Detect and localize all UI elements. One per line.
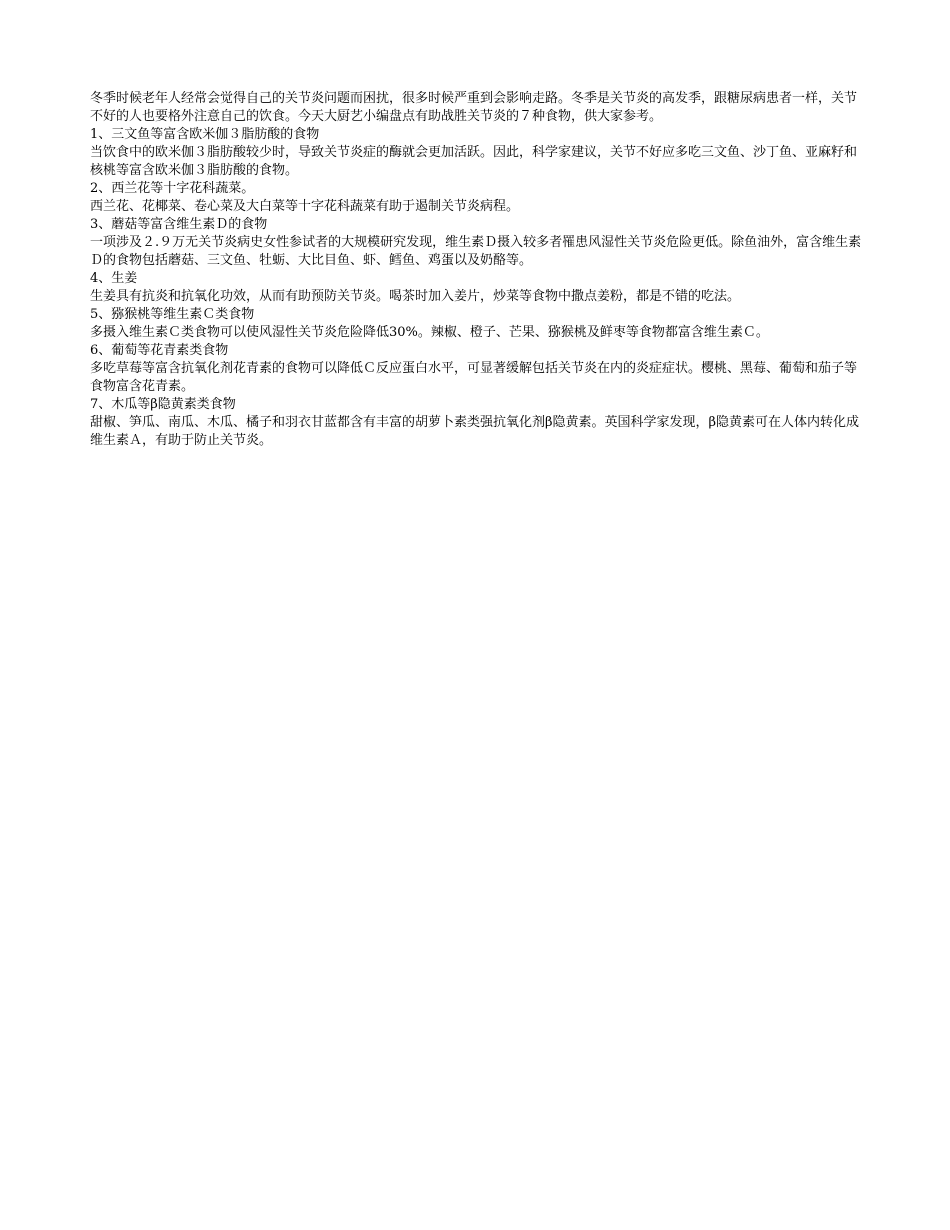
section-body-1: 当饮食中的欧米伽３脂肪酸较少时，导致关节炎症的酶就会更加活跃。因此，科学家建议，关节不好应多吃三文鱼、沙丁鱼、亚麻籽和核桃等富含欧米伽３脂肪酸的食物。 — [90, 145, 858, 178]
section-heading-3: 3、蘑菇等富含维生素Ｄ的食物 — [90, 217, 268, 232]
section-body-4: 生姜具有抗炎和抗氧化功效，从而有助预防关节炎。喝茶时加入姜片，炒菜等食物中撒点姜粉，都是不错的吃法。 — [90, 289, 741, 304]
intro-paragraph: 冬季时候老年人经常会觉得自己的关节炎问题而困扰，很多时候严重到会影响走路。冬季是关节炎的高发季，跟糖尿病患者一样，关节不好的人也要格外注意自己的饮食。今天大厨艺小编盘点有助战胜关节炎的７种食物，供大家参考。 — [90, 91, 858, 124]
section-body-7: 甜椒、笋瓜、南瓜、木瓜、橘子和羽衣甘蓝都含有丰富的胡萝卜素类强抗氧化剂β隐黄素。英国科学家发现，β隐黄素可在人体内转化成维生素Ａ，有助于防止关节炎。 — [90, 415, 860, 448]
section-heading-7: 7、木瓜等β隐黄素类食物 — [90, 397, 236, 412]
section-heading-1: 1、三文鱼等富含欧米伽３脂肪酸的食物 — [90, 127, 320, 142]
document-page — [90, 90, 862, 450]
section-body-2: 西兰花、花椰菜、卷心菜及大白菜等十字花科蔬菜有助于遏制关节炎病程。 — [90, 199, 520, 214]
section-heading-5: 5、猕猴桃等维生素Ｃ类食物 — [90, 307, 255, 322]
section-heading-6: 6、葡萄等花青素类食物 — [90, 343, 229, 358]
section-body-3: 一项涉及２.９万无关节炎病史女性参试者的大规模研究发现，维生素Ｄ摄入较多者罹患风湿性关节炎危险更低。除鱼油外，富含维生素Ｄ的食物包括蘑菇、三文鱼、牡蛎、大比目鱼、虾、鳕鱼、鸡蛋以及奶酪等。 — [90, 235, 862, 268]
section-heading-2: 2、西兰花等十字花科蔬菜。 — [90, 181, 255, 196]
section-heading-4: 4、生姜 — [90, 271, 138, 286]
section-body-6: 多吃草莓等富含抗氧化剂花青素的食物可以降低Ｃ反应蛋白水平，可显著缓解包括关节炎在内的炎症症状。樱桃、黑莓、葡萄和茄子等食物富含花青素。 — [90, 361, 858, 394]
section-body-5: 多摄入维生素Ｃ类食物可以使风湿性关节炎危险降低30%。辣椒、橙子、芒果、猕猴桃及鲜枣等食物都富含维生素Ｃ。 — [90, 325, 769, 340]
